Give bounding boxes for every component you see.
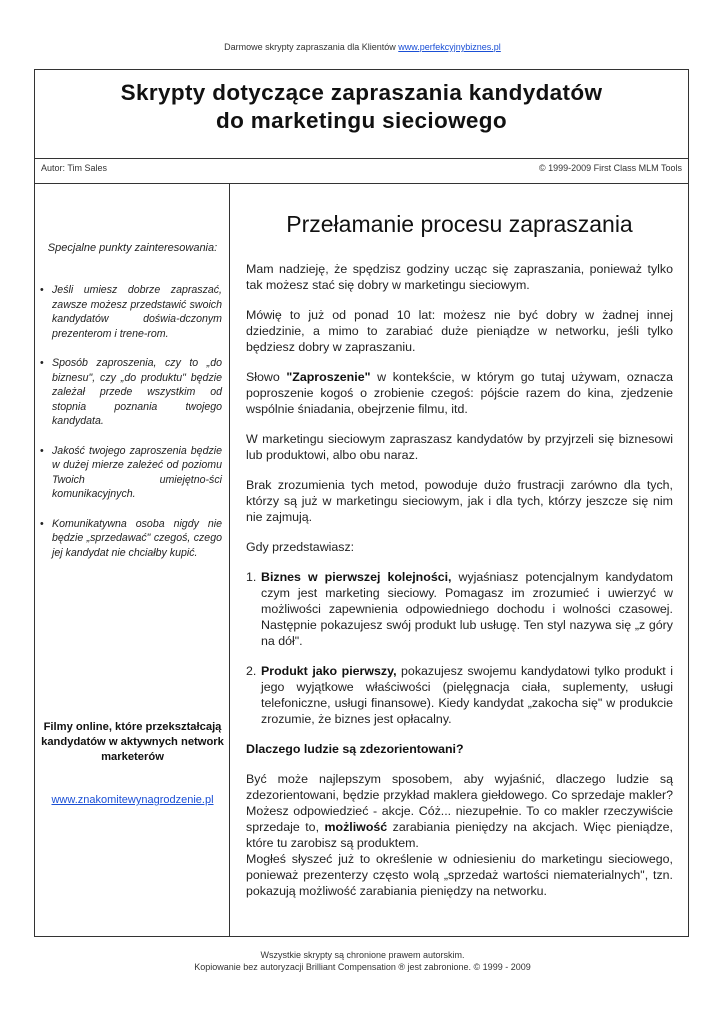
document-frame: [34, 69, 689, 937]
promo-text: Filmy online, które przekształcają kandydatów w aktywnych network marketerów: [41, 721, 224, 763]
paragraph-text: zarabiania pieniędzy na akcjach. Więc pieniądze, które tu zarobisz są produktem.: [246, 820, 673, 850]
top-note-link[interactable]: www.perfekcyjnybiznes.pl: [398, 42, 501, 52]
top-note-text: Darmowe skrypty zapraszania dla Klientów: [224, 42, 396, 52]
paragraph-text: Być może najlepszym sposobem, aby wyjaśnić, dlaczego ludzie są zdezorientowani, będzie przykład maklera giełdowego. Co sprzedaje makler? Możesz odpowiedzieć - akcje. Cóż... niezupełnie. To co makler rzeczywiście sprzedaje to,: [246, 772, 673, 834]
paragraph: Mam nadzieję, że spędzisz godziny ucząc się zapraszania, ponieważ tylko tak możesz stać się dobry w marketingu sieciowym.: [246, 262, 673, 292]
top-note: [0, 42, 725, 52]
sidebar-list: [38, 283, 222, 575]
list-number: 1.: [246, 570, 257, 584]
paragraph-text: Słowo: [246, 370, 287, 384]
footer-line-2: Kopiowanie bez autoryzacji Brilliant Compensation ® jest zabronione. © 1999 - 2009: [194, 962, 531, 972]
page-title: [35, 70, 688, 135]
body-text: [246, 261, 673, 913]
numbered-list: [246, 569, 673, 727]
meta-row: [35, 158, 688, 184]
section-heading: Przełamanie procesu zapraszania: [286, 211, 633, 237]
list-item-text: wyjaśniasz potencjalnym kandydatom czym jest marketing sieciowy. Pomagasz im zrozumieć i uwierzyć w możliwości zapewnienia odpowiedniego dochodu i wolności czasowej. Następnie pokazujesz swój produkt lub usługę. Ten styl nazywa się „z góry na dół".: [261, 570, 673, 648]
sub-heading: Dlaczego ludzie są zdezorientowani?: [246, 742, 464, 756]
copyright-label: © 1999-2009 First Class MLM Tools: [538, 163, 682, 173]
sidebar-list-item: • Sposób zaproszenia, czy to „do biznesu", czy „do produktu" będzie zależał przede wszystkim od stopnia poznania twojego kandydata.: [38, 356, 222, 429]
paragraph: [246, 771, 673, 851]
sidebar: [35, 183, 230, 936]
paragraph-bold: "Zaproszenie": [286, 370, 371, 384]
sidebar-list-item: • Komunikatywna osoba nigdy nie będzie „sprzedawać" czegoś, czego jej kandydat nie chciałby kupić.: [38, 517, 222, 561]
paragraph: [246, 369, 673, 417]
title-line-1: Skrypty dotyczące zapraszania kandydatów: [120, 80, 603, 105]
list-number: 2.: [246, 664, 257, 678]
list-item-text: pokazujesz swojemu kandydatowi tylko produkt i jego wyjątkowe właściwości (pielęgnacja ciała, suplementy, usługi telefoniczne, usługi finansowe). Kiedy kandydat „zakocha się" w produkcie zrozumie, że biznes jest opłacalny.: [261, 664, 673, 726]
paragraph-text: w kontekście, w którym go tutaj używam, oznacza poproszenie kogoś o zrobienie czegoś: pójście razem do kina, zjedzenie wspólnie śniadania, obejrzenie filmu, itd.: [246, 370, 673, 416]
title-box: [35, 70, 688, 159]
sidebar-heading: [35, 241, 230, 255]
author-label: Autor: Tim Sales: [41, 163, 108, 173]
paragraph: Gdy przedstawiasz:: [246, 540, 355, 554]
list-item-bold: Produkt jako pierwszy,: [261, 664, 397, 678]
sidebar-list-item: • Jeśli umiesz dobrze zapraszać, zawsze możesz przedstawić swoich kandydatów doświa-dczonym prezenterom i trene-rom.: [38, 283, 222, 341]
paragraph: Brak zrozumienia tych metod, powoduje dużo frustracji zarówno dla tych, którzy są już w marketingu sieciowym, jak i dla tych, którzy jeszcze się nim nie zajmują.: [246, 478, 673, 524]
paragraph: Mogłeś słyszeć już to określenie w odniesieniu do marketingu sieciowego, ponieważ prezenterzy często wolą „sprzedaż wartości niematerialnych", tzn. pokazują możliwość zarabiania pieniędzy na networku.: [246, 852, 673, 898]
paragraph: Mówię to już od ponad 10 lat: możesz nie być dobry w żadnej innej dziedzinie, a mimo to zarabiać duże pieniądze w networku, jeśli tylko będziesz dobry w zapraszaniu.: [246, 308, 673, 354]
footer: [0, 949, 725, 973]
sidebar-list-item: • Jakość twojego zaproszenia będzie w dużej mierze zależeć od poziomu Twoich umiejętno-ści komunikacyjnych.: [38, 444, 222, 502]
paragraph: W marketingu sieciowym zapraszasz kandydatów by przyjrzeli się biznesowi lub produktowi, albo obu naraz.: [246, 432, 673, 462]
footer-line-1: Wszystkie skrypty są chronione prawem autorskim.: [260, 950, 465, 960]
promo-link[interactable]: www.znakomitewynagrodzenie.pl: [51, 794, 214, 806]
paragraph-bold: możliwość: [324, 820, 388, 834]
numbered-list-item: [246, 663, 673, 727]
sidebar-heading-text: Specjalne punkty zainteresowania:: [47, 242, 218, 254]
list-item-bold: Biznes w pierwszej kolejności,: [261, 570, 452, 584]
title-line-2: do marketingu sieciowego: [216, 108, 507, 133]
numbered-list-item: [246, 569, 673, 649]
